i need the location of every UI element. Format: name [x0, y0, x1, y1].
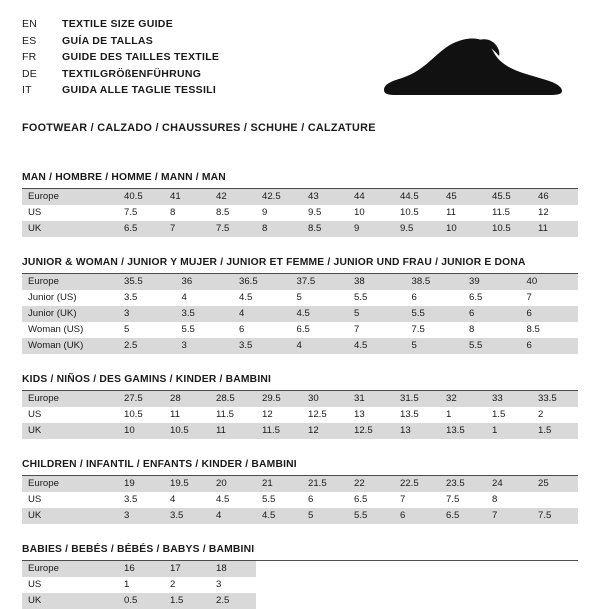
- table-row: [22, 423, 578, 439]
- cell: 9.5: [394, 221, 440, 237]
- cell: 42: [210, 189, 256, 205]
- cell: 7.5: [406, 322, 464, 338]
- cell: 45.5: [486, 189, 532, 205]
- cell: 21.5: [302, 476, 348, 492]
- cell: 22: [348, 476, 394, 492]
- cell: 3.5: [118, 290, 176, 306]
- cell: 11: [210, 423, 256, 439]
- cell: 10.5: [118, 407, 164, 423]
- cell: 5.5: [348, 508, 394, 524]
- row-label: US: [22, 407, 118, 423]
- cell: 4: [233, 306, 291, 322]
- cell: 12: [532, 205, 578, 221]
- cell: 8.5: [210, 205, 256, 221]
- table-row: [22, 221, 578, 237]
- cell-empty: [302, 577, 348, 593]
- cell: 19.5: [164, 476, 210, 492]
- table-row: [22, 391, 578, 407]
- cell: 12.5: [302, 407, 348, 423]
- cell: 7: [164, 221, 210, 237]
- section-title: BABIES / BEBÉS / BÉBÉS / BABYS / BAMBINI: [22, 544, 578, 561]
- row-label: Europe: [22, 391, 118, 407]
- cell-empty: [486, 593, 532, 609]
- cell: 4: [176, 290, 234, 306]
- row-label: UK: [22, 221, 118, 237]
- language-row: [22, 18, 219, 35]
- cell: 35.5: [118, 274, 176, 290]
- table-row: [22, 593, 578, 609]
- cell: 9: [256, 205, 302, 221]
- cell: 11: [440, 205, 486, 221]
- section-title: JUNIOR & WOMAN / JUNIOR Y MUJER / JUNIOR ET FEMME / JUNIOR UND FRAU / JUNIOR E DONA: [22, 257, 578, 274]
- cell: 19: [118, 476, 164, 492]
- cell: 11.5: [486, 205, 532, 221]
- cell: 3.5: [233, 338, 291, 354]
- cell: 31.5: [394, 391, 440, 407]
- cell-empty: [302, 561, 348, 577]
- cell: 4: [164, 492, 210, 508]
- cell-empty: [486, 561, 532, 577]
- cell-empty: [348, 577, 394, 593]
- section-children: [22, 459, 578, 524]
- cell: 40: [521, 274, 579, 290]
- table-row: [22, 290, 578, 306]
- cell: 45: [440, 189, 486, 205]
- cell: 4.5: [210, 492, 256, 508]
- cell: 1.5: [532, 423, 578, 439]
- cell: 5: [291, 290, 349, 306]
- cell: 8: [486, 492, 532, 508]
- cell-empty: [394, 593, 440, 609]
- section-babies: [22, 544, 578, 609]
- cell: 24: [486, 476, 532, 492]
- cell: 0.5: [118, 593, 164, 609]
- cell: 41: [164, 189, 210, 205]
- language-title: GUIDE DES TAILLES TEXTILE: [62, 51, 220, 63]
- cell: 30: [302, 391, 348, 407]
- language-row: [22, 68, 219, 85]
- cell: 31: [348, 391, 394, 407]
- row-label: UK: [22, 593, 118, 609]
- cell: 28.5: [210, 391, 256, 407]
- cell-empty: [394, 561, 440, 577]
- size-table-junior-woman: [22, 274, 578, 354]
- cell: 5.5: [406, 306, 464, 322]
- row-label: UK: [22, 423, 118, 439]
- cell: 3: [216, 579, 222, 590]
- row-label: Europe: [22, 274, 118, 290]
- cell: 3.5: [118, 492, 164, 508]
- cell: 33: [486, 391, 532, 407]
- row-label: Junior (UK): [22, 306, 118, 322]
- cell: 8: [256, 221, 302, 237]
- cell: 1.5: [164, 593, 210, 609]
- cell-empty: [256, 577, 302, 593]
- cell: 5: [302, 508, 348, 524]
- table-row: [22, 274, 578, 290]
- cell: 7.5: [118, 205, 164, 221]
- dress-shoe-icon: [378, 32, 568, 102]
- cell: 43: [302, 189, 348, 205]
- cell: 10.5: [394, 205, 440, 221]
- cell: 13.5: [440, 423, 486, 439]
- cell: 16: [118, 561, 164, 577]
- table-row: [22, 407, 578, 423]
- row-label: Woman (US): [22, 322, 118, 338]
- cell: 44.5: [394, 189, 440, 205]
- cell: 36.5: [233, 274, 291, 290]
- section-title: CHILDREN / INFANTIL / ENFANTS / KINDER / BAMBINI: [22, 459, 578, 476]
- size-table-kids: [22, 391, 578, 439]
- table-row: [22, 322, 578, 338]
- cell: 22.5: [394, 476, 440, 492]
- language-code: EN: [22, 18, 37, 30]
- row-label: US: [22, 492, 118, 508]
- row-label: US: [28, 579, 42, 590]
- header: [22, 18, 578, 110]
- language-row: [22, 84, 219, 101]
- cell: 6.5: [348, 492, 394, 508]
- row-label: Junior (US): [22, 290, 118, 306]
- cell: 3.5: [164, 508, 210, 524]
- cell: 6: [233, 322, 291, 338]
- cell: 20: [210, 476, 256, 492]
- cell: 3.5: [176, 306, 234, 322]
- cell-empty: [348, 561, 394, 577]
- table-row: [22, 492, 578, 508]
- cell-empty: [302, 593, 348, 609]
- cell: 12: [302, 423, 348, 439]
- cell: 1: [440, 407, 486, 423]
- cell: 7.5: [440, 492, 486, 508]
- cell: 13: [348, 407, 394, 423]
- cell: 38.5: [406, 274, 464, 290]
- cell: 39: [463, 274, 521, 290]
- cell: 3: [118, 508, 164, 524]
- section-kids: [22, 374, 578, 439]
- cell-empty: [486, 577, 532, 593]
- cell: 13.5: [394, 407, 440, 423]
- cell: 11: [532, 221, 578, 237]
- cell: 46: [532, 189, 578, 205]
- cell: 6.5: [291, 322, 349, 338]
- section-junior-woman: [22, 257, 578, 354]
- cell: 7: [348, 322, 406, 338]
- cell: 13: [394, 423, 440, 439]
- cell: 8.5: [302, 221, 348, 237]
- cell: 29.5: [256, 391, 302, 407]
- language-code: ES: [22, 34, 37, 47]
- cell: 1.5: [486, 407, 532, 423]
- section-title: KIDS / NIÑOS / DES GAMINS / KINDER / BAMBINI: [22, 374, 578, 391]
- cell-empty: [394, 577, 440, 593]
- cell: 5: [406, 338, 464, 354]
- size-table-man: [22, 189, 578, 237]
- row-label: Woman (UK): [22, 338, 118, 354]
- cell: 10.5: [486, 221, 532, 237]
- cell: 36: [176, 274, 234, 290]
- cell-empty: [348, 593, 394, 609]
- table-row: [22, 338, 578, 354]
- cell: 7.5: [210, 221, 256, 237]
- row-label: Europe: [22, 476, 118, 492]
- cell: 3: [118, 306, 176, 322]
- cell: 6: [394, 508, 440, 524]
- cell: 5.5: [256, 492, 302, 508]
- section-man: [22, 172, 578, 237]
- language-title: TEXTILGRÖßENFÜHRUNG: [62, 67, 202, 80]
- table-row: [22, 189, 578, 205]
- cell-empty: [440, 593, 486, 609]
- cell: 10.5: [164, 423, 210, 439]
- cell: 9: [348, 221, 394, 237]
- cell: 6.5: [118, 221, 164, 237]
- table-row: [22, 205, 578, 221]
- cell: 1: [124, 579, 130, 590]
- cell: 6: [521, 306, 579, 322]
- cell: 2.5: [210, 593, 256, 609]
- cell: 7: [486, 508, 532, 524]
- cell: 40.5: [118, 189, 164, 205]
- cell: 25: [532, 476, 578, 492]
- cell: 10: [440, 221, 486, 237]
- cell: 8: [463, 322, 521, 338]
- row-label: Europe: [22, 561, 118, 577]
- table-row: [22, 561, 578, 577]
- cell: 7: [394, 492, 440, 508]
- cell: 11.5: [210, 407, 256, 423]
- cell: 5: [118, 322, 176, 338]
- cell: [532, 492, 578, 508]
- size-table-children: [22, 476, 578, 524]
- cell: 6: [406, 290, 464, 306]
- cell: 6: [521, 338, 579, 354]
- cell: 1: [486, 423, 532, 439]
- language-title: GUÍA DE TALLAS: [62, 34, 154, 47]
- cell: 6: [302, 492, 348, 508]
- cell: 2: [170, 579, 176, 590]
- cell: 23.5: [440, 476, 486, 492]
- language-code: IT: [22, 84, 32, 96]
- cell: 33.5: [532, 391, 578, 407]
- cell-empty: [256, 561, 302, 577]
- cell: 5: [348, 306, 406, 322]
- cell-empty: [532, 593, 578, 609]
- cell-empty: [256, 593, 302, 609]
- cell: 2.5: [118, 338, 176, 354]
- cell: 32: [440, 391, 486, 407]
- cell: 3: [176, 338, 234, 354]
- cell: 7.5: [532, 508, 578, 524]
- cell-empty: [440, 561, 486, 577]
- language-title: GUIDA ALLE TAGLIE TESSILI: [62, 84, 217, 96]
- cell: 11: [164, 407, 210, 423]
- cell: 12.5: [348, 423, 394, 439]
- cell: 10: [118, 423, 164, 439]
- size-table-babies: [22, 561, 578, 609]
- cell: 7: [521, 290, 579, 306]
- cell: 4: [210, 508, 256, 524]
- cell: 8: [164, 205, 210, 221]
- language-code: DE: [22, 67, 37, 80]
- cell: 5.5: [348, 290, 406, 306]
- table-row: [22, 476, 578, 492]
- cell: 4.5: [291, 306, 349, 322]
- cell-empty: [532, 577, 578, 593]
- cell: 6.5: [440, 508, 486, 524]
- cell: 4.5: [256, 508, 302, 524]
- table-row: [22, 306, 578, 322]
- cell: 44: [348, 189, 394, 205]
- cell: 6: [463, 306, 521, 322]
- row-label: US: [22, 205, 118, 221]
- cell: 4.5: [233, 290, 291, 306]
- cell: 5.5: [176, 322, 234, 338]
- cell: 6.5: [463, 290, 521, 306]
- cell-empty: [440, 577, 486, 593]
- cell: 17: [164, 561, 210, 577]
- cell: 11.5: [256, 423, 302, 439]
- language-code: FR: [22, 51, 37, 63]
- language-title-list: [22, 18, 219, 101]
- row-label: UK: [22, 508, 118, 524]
- cell: 4.5: [348, 338, 406, 354]
- table-row: [22, 508, 578, 524]
- cell-empty: [532, 561, 578, 577]
- cell: 4: [291, 338, 349, 354]
- language-title: TEXTILE SIZE GUIDE: [62, 18, 173, 30]
- cell: 42.5: [256, 189, 302, 205]
- cell: 12: [256, 407, 302, 423]
- row-label: Europe: [22, 189, 118, 205]
- cell: 9.5: [302, 205, 348, 221]
- table-row: [22, 577, 578, 593]
- cell: 27.5: [118, 391, 164, 407]
- section-title: MAN / HOMBRE / HOMME / MANN / MAN: [22, 172, 578, 189]
- cell: 10: [348, 205, 394, 221]
- cell: 28: [164, 391, 210, 407]
- cell: 38: [348, 274, 406, 290]
- cell: 8.5: [521, 322, 579, 338]
- language-row: [22, 35, 219, 52]
- language-row: [22, 51, 219, 68]
- cell: 21: [256, 476, 302, 492]
- cell: 5.5: [463, 338, 521, 354]
- cell: 37.5: [291, 274, 349, 290]
- cell: 18: [210, 561, 256, 577]
- cell: 2: [532, 407, 578, 423]
- footwear-category-heading: FOOTWEAR / CALZADO / CHAUSSURES / SCHUHE / CALZATURE: [22, 122, 376, 134]
